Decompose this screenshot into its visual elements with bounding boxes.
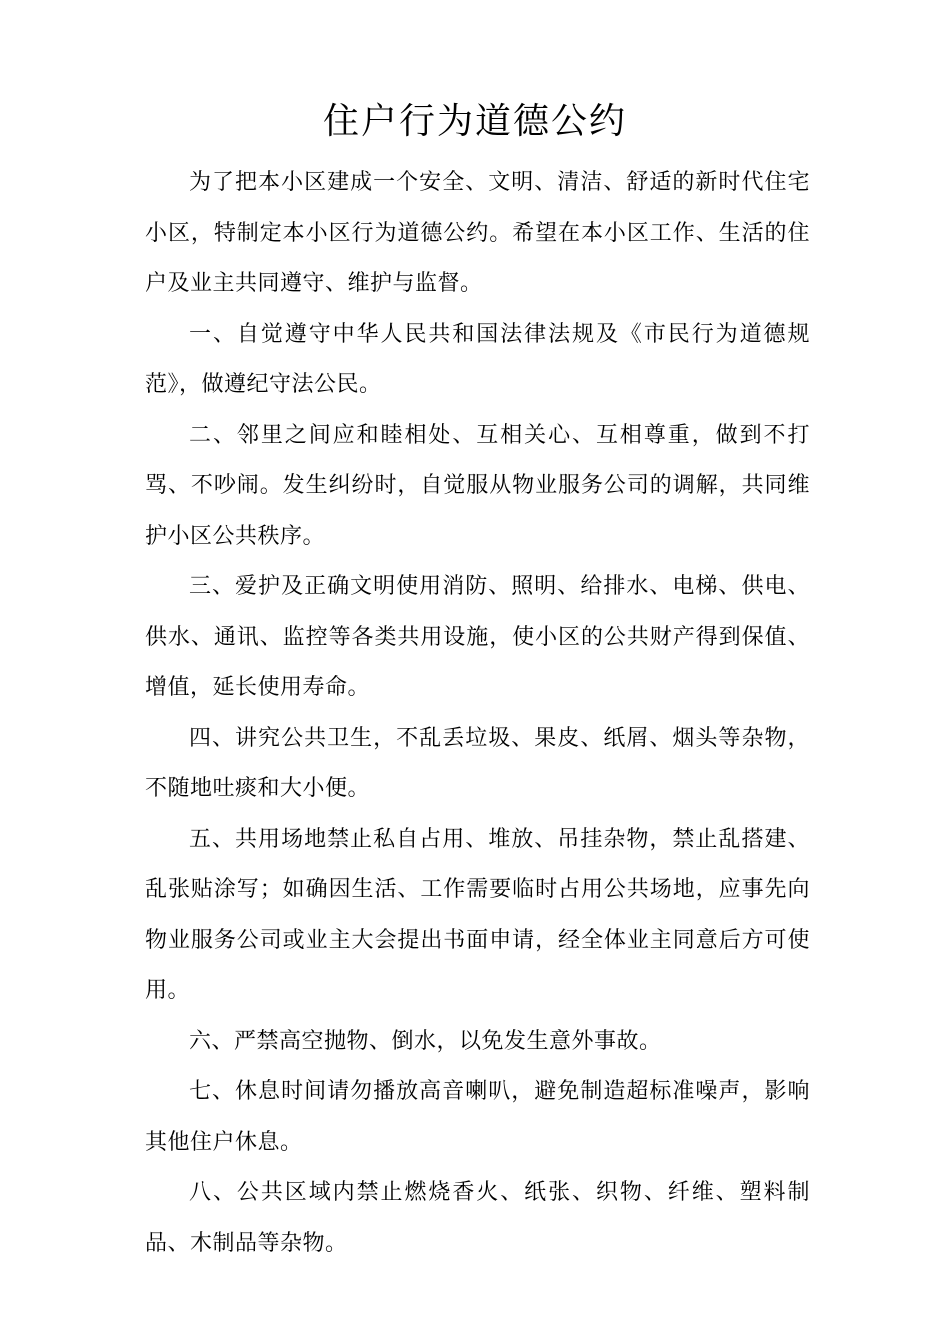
article-2-paragraph: 二、邻里之间应和睦相处、互相关心、互相尊重，做到不打骂、不吵闹。发生纠纷时，自觉服从物业服务公司的调解，共同维护小区公共秩序。 — [145, 422, 810, 549]
article-1-paragraph: 一、自觉遵守中华人民共和国法律法规及《市民行为道德规范》，做遵纪守法公民。 — [145, 321, 810, 397]
article-8-paragraph: 八、公共区域内禁止燃烧香火、纸张、织物、纤维、塑料制品、木制品等杂物。 — [145, 1180, 810, 1256]
document-body — [145, 158, 810, 1269]
article-7-paragraph: 七、休息时间请勿播放高音喇叭，避免制造超标准噪声，影响其他住户休息。 — [145, 1079, 810, 1155]
article-4-paragraph: 四、讲究公共卫生，不乱丢垃圾、果皮、纸屑、烟头等杂物，不随地吐痰和大小便。 — [145, 725, 810, 801]
article-5-paragraph: 五、共用场地禁止私自占用、堆放、吊挂杂物，禁止乱搭建、乱张贴涂写；如确因生活、工作需要临时占用公共场地，应事先向物业服务公司或业主大会提出书面申请，经全体业主同意后方可使用。 — [145, 826, 810, 1003]
article-3-paragraph: 三、爱护及正确文明使用消防、照明、给排水、电梯、供电、供水、通讯、监控等各类共用设施，使小区的公共财产得到保值、增值，延长使用寿命。 — [145, 574, 810, 700]
intro-paragraph: 为了把本小区建成一个安全、文明、清洁、舒适的新时代住宅小区，特制定本小区行为道德公约。希望在本小区工作、生活的住户及业主共同遵守、维护与监督。 — [145, 170, 810, 296]
article-6-paragraph: 六、严禁高空抛物、倒水，以免发生意外事故。 — [189, 1028, 662, 1054]
document-title: 住户行为道德公约 — [322, 101, 627, 142]
